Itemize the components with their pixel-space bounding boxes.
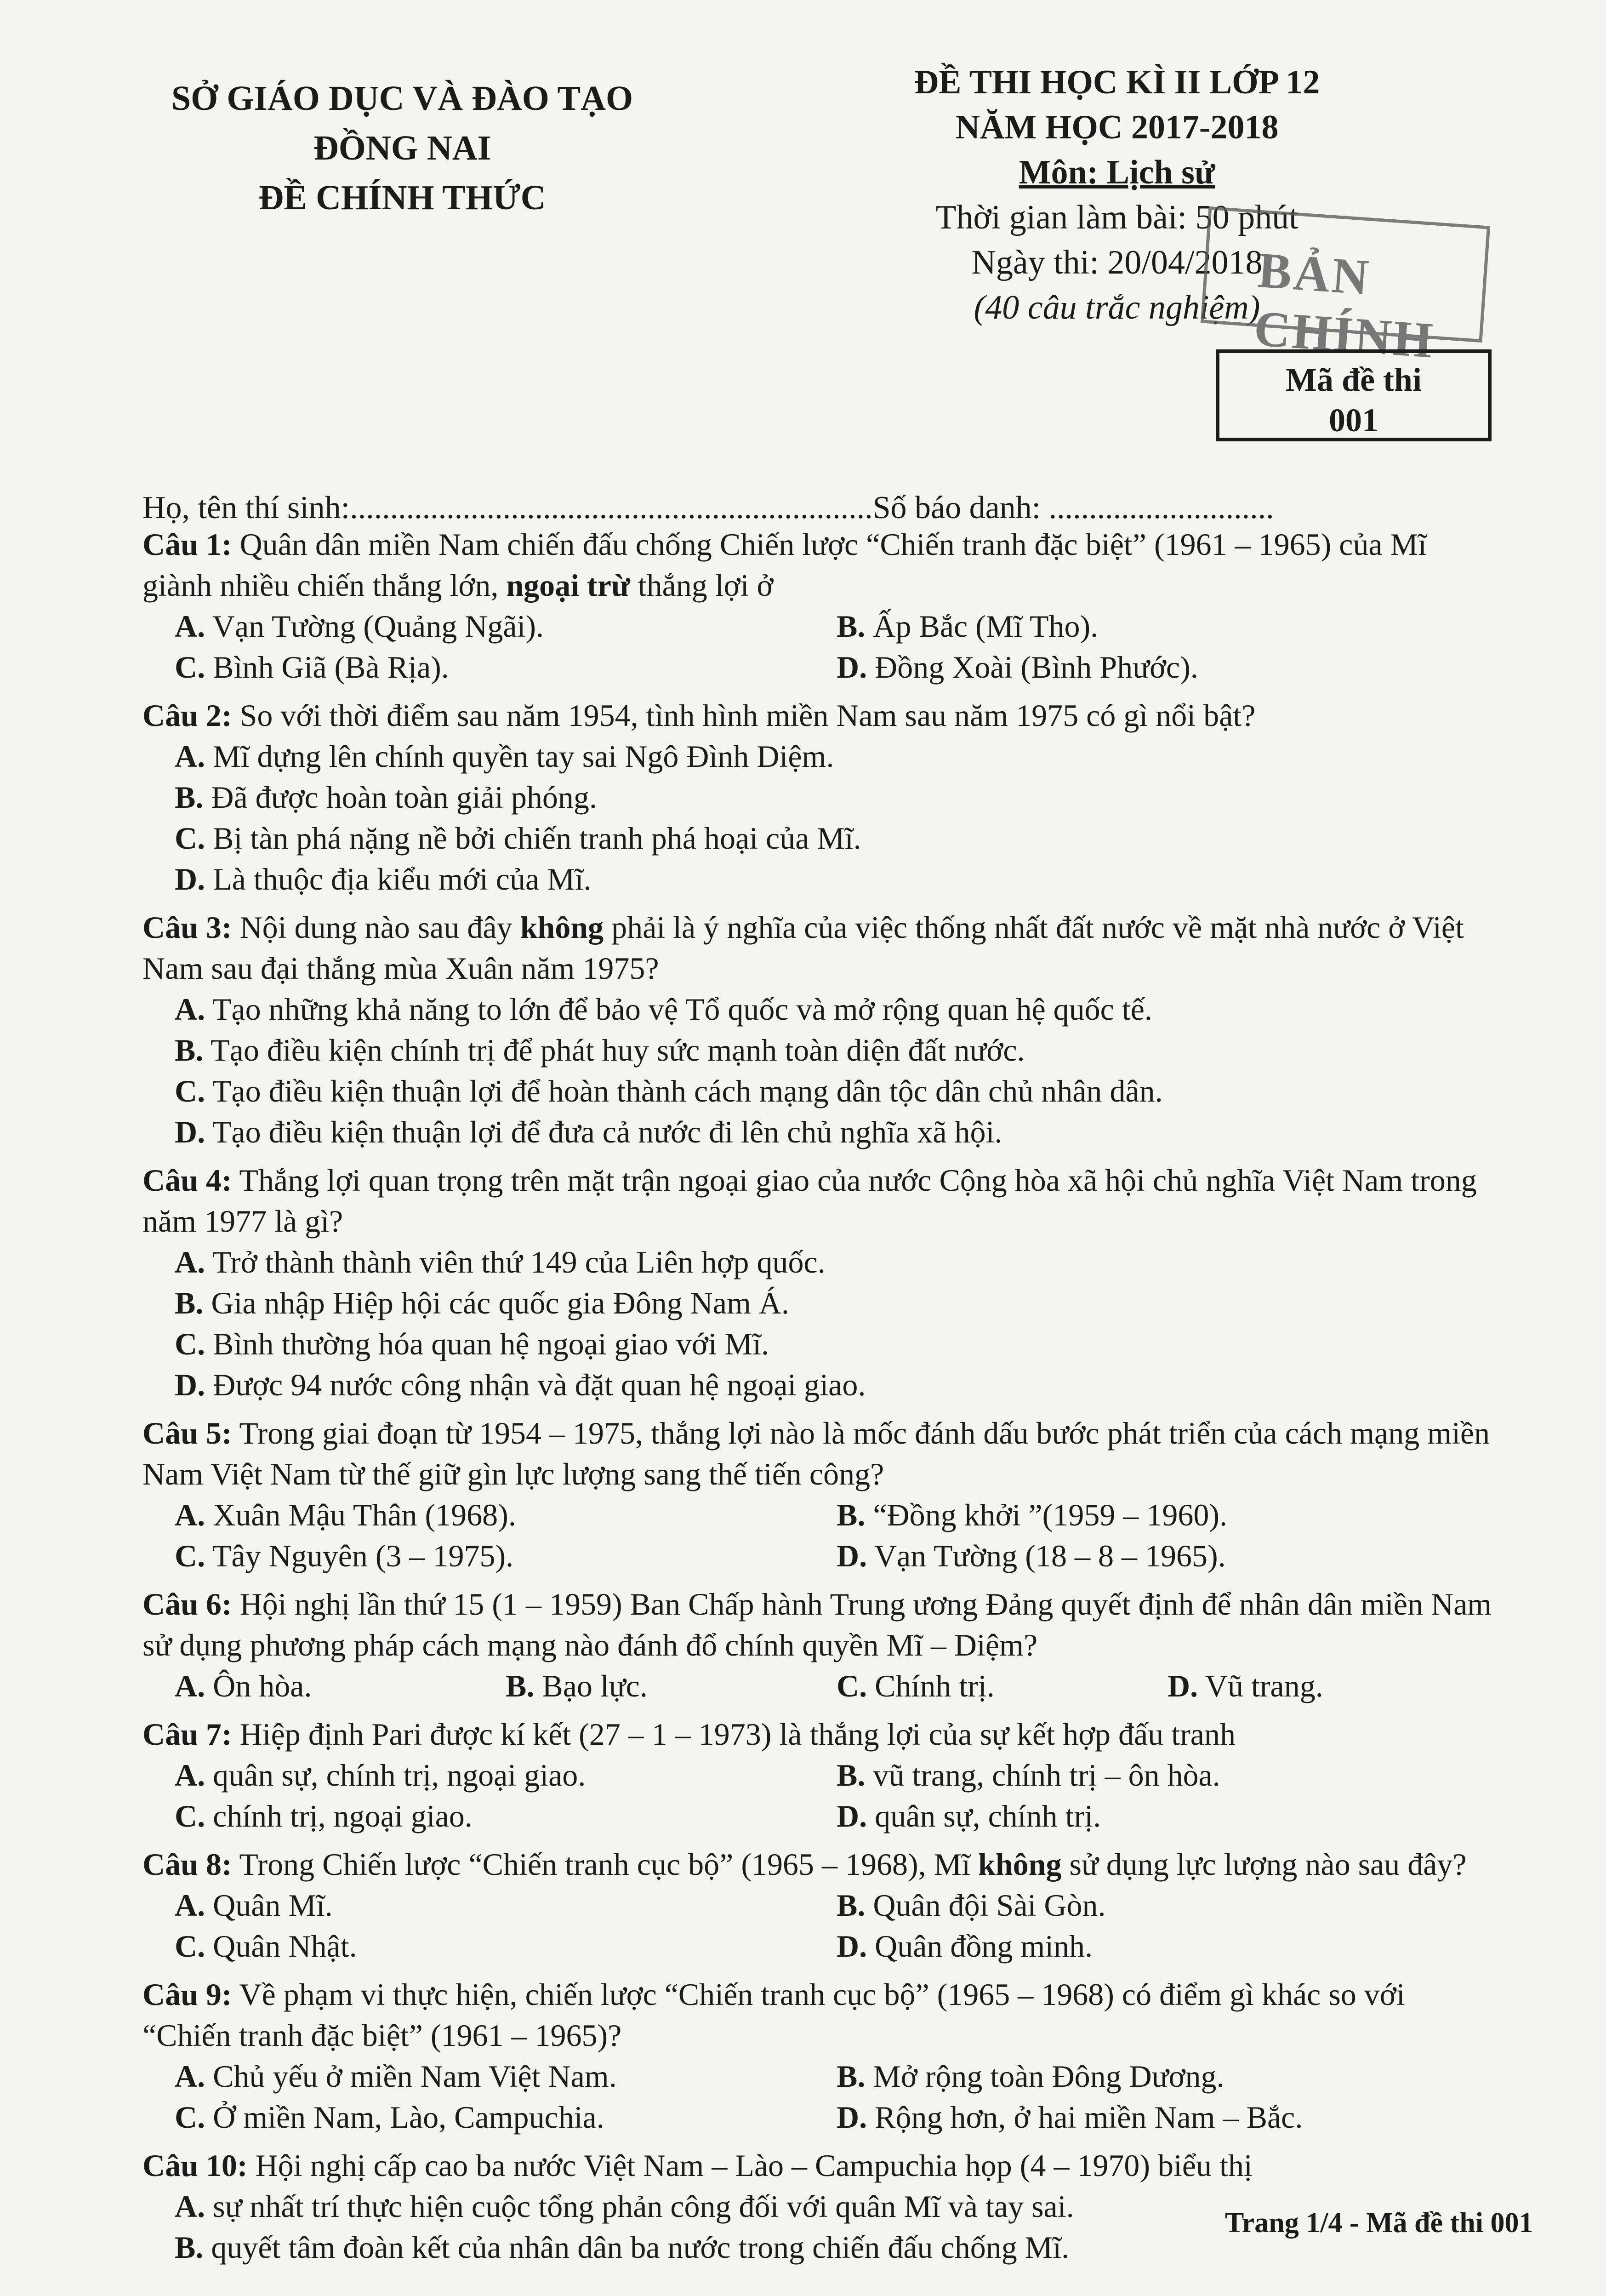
option-text: Mĩ dựng lên chính quyền tay sai Ngô Đình Diệm. <box>205 739 834 774</box>
answer-option[interactable] <box>837 2056 1498 2097</box>
option-letter: D. <box>837 1929 867 1964</box>
answer-option[interactable] <box>142 1112 1498 1153</box>
answer-option[interactable] <box>1167 1666 1498 1707</box>
question-label: Câu 3: <box>142 910 232 945</box>
question-4 <box>142 1160 1498 1405</box>
question-5 <box>142 1413 1498 1576</box>
question-text: Hội nghị lần thứ 15 (1 – 1959) Ban Chấp hành Trung ương Đảng quyết định để nhân dân miền Nam sử dụng phương pháp cách mạng nào đánh đổ chính quyền Mĩ – Diệm? <box>142 1587 1492 1662</box>
answer-option[interactable] <box>142 736 1498 777</box>
answer-option[interactable] <box>837 1495 1498 1536</box>
option-text: Vạn Tường (Quảng Ngãi). <box>205 609 544 644</box>
answer-option[interactable] <box>837 1536 1498 1576</box>
options-row <box>142 1885 1498 1926</box>
option-letter: D. <box>175 862 205 897</box>
answer-option[interactable] <box>175 1885 837 1926</box>
option-text: Vạn Tường (18 – 8 – 1965). <box>867 1538 1226 1573</box>
answer-option[interactable] <box>142 777 1498 818</box>
option-letter: B. <box>837 1888 866 1923</box>
answer-option[interactable] <box>175 1666 506 1707</box>
option-letter: A. <box>175 739 205 774</box>
question-stem <box>142 1714 1498 1755</box>
option-letter: D. <box>175 1114 205 1149</box>
question-label: Câu 1: <box>142 527 232 562</box>
answer-option[interactable] <box>142 859 1498 900</box>
question-emphasis: không <box>520 910 604 945</box>
original-copy-stamp <box>1201 206 1490 369</box>
question-stem <box>142 1413 1498 1495</box>
option-text: Tạo điều kiện thuận lợi để đưa cả nước đi lên chủ nghĩa xã hội. <box>205 1114 1002 1149</box>
issuer-department: SỞ GIÁO DỤC VÀ ĐÀO TẠO <box>171 79 633 118</box>
answer-option[interactable] <box>142 989 1498 1030</box>
question-7 <box>142 1714 1498 1837</box>
option-letter: C. <box>837 1668 867 1703</box>
answer-option[interactable] <box>837 647 1498 688</box>
options-row <box>142 1495 1498 1536</box>
answer-option[interactable] <box>175 2056 837 2097</box>
question-2 <box>142 695 1498 900</box>
option-text: Ở miền Nam, Lào, Campuchia. <box>205 2100 604 2135</box>
option-text: Tây Nguyên (3 – 1975). <box>205 1538 514 1573</box>
option-text: Chính trị. <box>867 1668 995 1703</box>
question-emphasis: ngoại trừ <box>506 568 630 603</box>
option-text: Ấp Bắc (Mĩ Tho). <box>865 609 1099 644</box>
option-text: Tạo điều kiện chính trị để phát huy sức mạnh toàn diện đất nước. <box>203 1033 1025 1068</box>
option-text: Trở thành thành viên thứ 149 của Liên hợp quốc. <box>205 1245 826 1279</box>
option-letter: C. <box>175 1799 205 1833</box>
option-letter: D. <box>837 1538 867 1573</box>
answer-option[interactable] <box>175 1536 837 1576</box>
options-row <box>142 1796 1498 1837</box>
answer-option[interactable] <box>837 1666 1167 1707</box>
exam-code-box <box>1216 349 1492 441</box>
option-letter: C. <box>175 821 205 856</box>
answer-option[interactable] <box>175 2097 837 2138</box>
answer-option[interactable] <box>837 1755 1498 1796</box>
question-text: Trong Chiến lược “Chiến tranh cục bộ” (1965 – 1968), Mĩ <box>232 1847 978 1882</box>
exam-title: ĐỀ THI HỌC KÌ II LỚP 12 <box>914 63 1320 101</box>
option-letter: C. <box>175 1074 205 1108</box>
option-text: Bình Giã (Bà Rịa). <box>205 650 449 685</box>
option-letter: A. <box>175 1888 205 1923</box>
answer-option[interactable] <box>175 1755 837 1796</box>
option-letter: C. <box>175 1929 205 1964</box>
option-letter: B. <box>837 2059 866 2094</box>
option-text: Quân đội Sài Gòn. <box>865 1888 1106 1923</box>
option-text: “Đồng khởi ”(1959 – 1960). <box>865 1497 1227 1532</box>
page-footer: Trang 1/4 - Mã đề thi 001 <box>1225 2207 1533 2239</box>
answer-option[interactable] <box>175 647 837 688</box>
answer-option[interactable] <box>175 1495 837 1536</box>
question-label: Câu 4: <box>142 1163 232 1198</box>
option-text: Quân đồng minh. <box>867 1929 1093 1964</box>
option-text: Tạo những khả năng to lớn để bảo vệ Tổ quốc và mở rộng quan hệ quốc tế. <box>205 992 1152 1027</box>
student-info-line: Họ, tên thí sinh:.................................................................Số báo danh: ............................ <box>142 490 1274 525</box>
option-letter: B. <box>837 609 866 644</box>
option-text: Bạo lực. <box>534 1668 648 1703</box>
question-3 <box>142 907 1498 1153</box>
answer-option[interactable] <box>142 818 1498 859</box>
question-label: Câu 7: <box>142 1717 232 1752</box>
option-letter: D. <box>175 1367 205 1402</box>
option-text: chính trị, ngoại giao. <box>205 1799 473 1833</box>
school-year: NĂM HỌC 2017-2018 <box>955 109 1279 146</box>
answer-option[interactable] <box>175 1926 837 1967</box>
option-letter: C. <box>175 650 205 685</box>
answer-option[interactable] <box>175 1796 837 1837</box>
option-text: Được 94 nước công nhận và đặt quan hệ ngoại giao. <box>205 1367 866 1402</box>
question-stem <box>142 524 1498 606</box>
option-text: Rộng hơn, ở hai miền Nam – Bắc. <box>867 2100 1303 2135</box>
option-text: quân sự, chính trị, ngoại giao. <box>205 1758 586 1793</box>
option-letter: A. <box>175 1668 205 1703</box>
option-text: Xuân Mậu Thân (1968). <box>205 1497 516 1532</box>
options-row <box>142 1536 1498 1576</box>
option-letter: A. <box>175 1497 205 1532</box>
answer-option[interactable] <box>837 1926 1498 1967</box>
question-text: Trong giai đoạn từ 1954 – 1975, thắng lợi nào là mốc đánh dấu bước phát triển của cách mạng miền Nam Việt Nam từ thế giữ gìn lực lượng sang thế tiến công? <box>142 1416 1490 1491</box>
question-stem <box>142 1844 1498 1885</box>
options-row <box>142 1926 1498 1967</box>
question-text: Hội nghị cấp cao ba nước Việt Nam – Lào – Campuchia họp (4 – 1970) biểu thị <box>247 2148 1253 2183</box>
question-6 <box>142 1584 1498 1707</box>
question-count: (40 câu trắc nghiệm) <box>974 289 1260 326</box>
question-emphasis: không <box>978 1847 1062 1882</box>
duration: Thời gian làm bài: 50 phút <box>935 199 1298 236</box>
option-text: Đã được hoàn toàn giải phóng. <box>203 780 597 815</box>
question-label: Câu 9: <box>142 1977 232 2012</box>
option-letter: A. <box>175 992 205 1027</box>
option-letter: C. <box>175 1326 205 1361</box>
issuer-province: ĐỒNG NAI <box>313 129 491 167</box>
question-label: Câu 10: <box>142 2148 248 2183</box>
option-letter: B. <box>837 1758 866 1793</box>
option-text: Ôn hòa. <box>205 1668 312 1703</box>
issuer-block <box>138 74 666 223</box>
question-label: Câu 6: <box>142 1587 232 1622</box>
answer-option[interactable] <box>142 1242 1498 1283</box>
option-letter: B. <box>506 1668 535 1703</box>
option-text: Chủ yếu ở miền Nam Việt Nam. <box>205 2059 617 2094</box>
option-text: Gia nhập Hiệp hội các quốc gia Đông Nam Á. <box>203 1285 789 1320</box>
question-stem <box>142 1160 1498 1242</box>
option-letter: B. <box>175 1285 204 1320</box>
option-text: vũ trang, chính trị – ôn hòa. <box>865 1758 1220 1793</box>
question-text: Quân dân miền Nam chiến đấu chống Chiến lược “Chiến tranh đặc biệt” (1961 – 1965) của Mĩ giành nhiều chiến thắng lớn, <box>142 527 1427 603</box>
exam-code-value: 001 <box>1329 402 1378 439</box>
question-8 <box>142 1844 1498 1967</box>
option-text: Tạo điều kiện thuận lợi để hoàn thành cách mạng dân tộc dân chủ nhân dân. <box>205 1074 1163 1108</box>
answer-option[interactable] <box>837 606 1498 647</box>
answer-option[interactable] <box>837 1796 1498 1837</box>
option-text: Mở rộng toàn Đông Dương. <box>865 2059 1224 2094</box>
answer-option[interactable] <box>175 606 837 647</box>
question-text: phải là ý nghĩa của việc thống nhất đất nước về mặt nhà nước ở Việt Nam sau đại thắng mùa Xuân năm 1975? <box>142 910 1464 986</box>
question-label: Câu 2: <box>142 698 232 733</box>
stamp-text: BẢN CHÍNH <box>1252 241 1436 369</box>
answer-option[interactable] <box>142 1365 1498 1405</box>
official-exam-label: ĐỀ CHÍNH THỨC <box>258 178 546 217</box>
option-text: Đồng Xoài (Bình Phước). <box>867 650 1198 685</box>
options-row <box>142 606 1498 647</box>
option-text: Là thuộc địa kiểu mới của Mĩ. <box>205 862 592 897</box>
answer-option[interactable] <box>506 1666 837 1707</box>
option-letter: A. <box>175 1245 205 1279</box>
option-text: Quân Mĩ. <box>205 1888 333 1923</box>
question-text: Thắng lợi quan trọng trên mặt trận ngoại giao của nước Cộng hòa xã hội chủ nghĩa Việt Nam trong năm 1977 là gì? <box>142 1163 1477 1239</box>
question-stem <box>142 695 1498 736</box>
question-text: Nội dung nào sau đây <box>232 910 520 945</box>
option-letter: A. <box>175 1758 205 1793</box>
options-row <box>142 2056 1498 2097</box>
option-text: quyết tâm đoàn kết của nhân dân ba nước trong chiến đấu chống Mĩ. <box>203 2230 1070 2265</box>
option-letter: C. <box>175 1538 205 1573</box>
answer-option[interactable] <box>837 1885 1498 1926</box>
option-letter: D. <box>837 650 867 685</box>
option-letter: B. <box>837 1497 866 1532</box>
option-letter: C. <box>175 2100 205 2135</box>
option-text: Quân Nhật. <box>205 1929 357 1964</box>
question-stem <box>142 1584 1498 1666</box>
question-text: Về phạm vi thực hiện, chiến lược “Chiến tranh cục bộ” (1965 – 1968) có điểm gì khác so với “Chiến tranh đặc biệt” (1961 – 1965)? <box>142 1977 1405 2053</box>
question-9 <box>142 1974 1498 2138</box>
option-letter: B. <box>175 1033 204 1068</box>
option-letter: D. <box>1167 1668 1198 1703</box>
option-text: sự nhất trí thực hiện cuộc tổng phản công đối với quân Mĩ và tay sai. <box>205 2189 1074 2224</box>
question-text: sử dụng lực lượng nào sau đây? <box>1061 1847 1467 1882</box>
option-text: Bình thường hóa quan hệ ngoại giao với Mĩ. <box>205 1326 769 1361</box>
answer-option[interactable] <box>142 1324 1498 1365</box>
question-stem <box>142 907 1498 989</box>
exam-code-label: Mã đề thi <box>1286 361 1422 398</box>
option-text: Vũ trang. <box>1198 1668 1323 1703</box>
question-list <box>142 524 1498 2268</box>
option-letter: D. <box>837 2100 867 2135</box>
question-1 <box>142 524 1498 688</box>
option-letter: A. <box>175 609 205 644</box>
question-text: thắng lợi ở <box>630 568 774 603</box>
option-letter: A. <box>175 2189 205 2224</box>
answer-option[interactable] <box>142 1283 1498 1324</box>
subject: Môn: Lịch sử <box>1019 154 1215 191</box>
options-row <box>142 1755 1498 1796</box>
question-text: So với thời điểm sau năm 1954, tình hình miền Nam sau năm 1975 có gì nổi bật? <box>232 698 1256 733</box>
option-letter: A. <box>175 2059 205 2094</box>
option-letter: B. <box>175 780 204 815</box>
question-label: Câu 5: <box>142 1416 232 1451</box>
question-stem <box>142 2145 1498 2186</box>
question-stem <box>142 1974 1498 2056</box>
question-text: Hiệp định Pari được kí kết (27 – 1 – 1973) là thắng lợi của sự kết hợp đấu tranh <box>232 1717 1236 1752</box>
answer-option[interactable] <box>142 1071 1498 1112</box>
options-row <box>142 647 1498 688</box>
exam-date: Ngày thi: 20/04/2018 <box>971 244 1263 281</box>
answer-option[interactable] <box>837 2097 1498 2138</box>
question-label: Câu 8: <box>142 1847 232 1882</box>
option-text: Bị tàn phá nặng nề bởi chiến tranh phá hoại của Mĩ. <box>205 821 861 856</box>
option-text: quân sự, chính trị. <box>867 1799 1101 1833</box>
options-row <box>142 2097 1498 2138</box>
options-row <box>142 1666 1498 1707</box>
option-letter: D. <box>837 1799 867 1833</box>
answer-option[interactable] <box>142 1030 1498 1071</box>
option-letter: B. <box>175 2230 204 2265</box>
